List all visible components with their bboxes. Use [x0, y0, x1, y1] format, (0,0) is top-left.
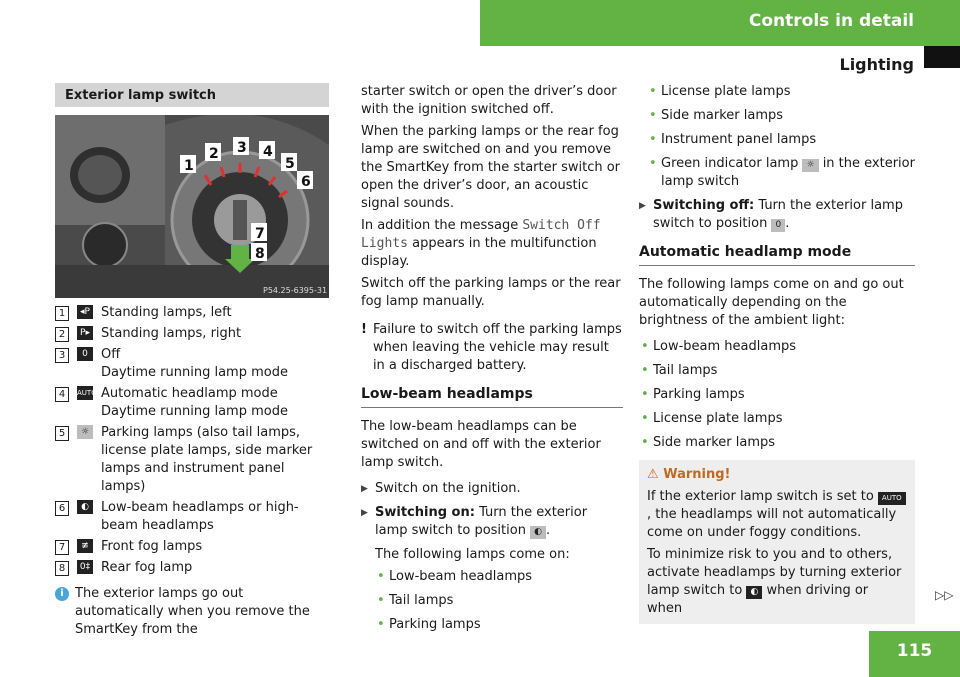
legend-text: Front fog lamps [101, 539, 203, 554]
paragraph [647, 488, 907, 542]
list-item: • Parking lamps [375, 616, 623, 634]
photo-callout-1: 1 [184, 158, 194, 174]
standing-lamp-left-icon: ◂P [77, 305, 93, 319]
photo-callout-5: 5 [285, 156, 295, 172]
legend-text [101, 346, 288, 382]
legend-text: Low-beam headlamps or high-beam headlamps [101, 500, 299, 533]
warning-title: Warning! [663, 467, 731, 482]
paragraph: starter switch or open the driver’s door with the ignition switched off. [361, 84, 617, 117]
step [639, 197, 915, 233]
exterior-lamp-switch-heading: Exterior lamp switch [55, 83, 329, 107]
legend-item [55, 385, 329, 421]
legend-number: 3 [55, 348, 69, 363]
list-item [647, 155, 915, 191]
header-tab-marker [924, 46, 960, 68]
legend-line: Automatic headlamp mode [101, 386, 278, 401]
legend-line: Daytime running lamp mode [101, 365, 288, 380]
lamp-switch-photo [55, 115, 329, 298]
auto-icon: AUTO [878, 492, 906, 505]
list-item: • License plate lamps [639, 410, 915, 428]
caution-note [361, 321, 623, 375]
step [361, 504, 623, 540]
subsection-title: Lighting [839, 55, 914, 74]
photo-callout-3: 3 [237, 140, 247, 156]
warning-triangle-icon: ⚠ [647, 467, 664, 482]
parking-lamp-icon: ☼ [802, 159, 818, 172]
legend-number: 8 [55, 561, 69, 576]
text: Turn the exterior lamp switch to position [375, 505, 588, 538]
legend-number: 4 [55, 387, 69, 402]
auto-icon: AUTO [77, 386, 93, 400]
text: Green indicator lamp [661, 156, 803, 171]
low-beam-icon: ◐ [530, 526, 546, 539]
list-item: • Tail lamps [375, 592, 623, 610]
low-beam-icon: ◐ [746, 586, 762, 599]
text: . [545, 523, 551, 538]
auto-headlamp-heading: Automatic headlamp mode [639, 243, 915, 266]
photo-callout-6: 6 [301, 174, 311, 190]
page-number: 115 [869, 631, 960, 677]
legend-number: 1 [55, 306, 69, 321]
text: , the headlamps will not automatically come on under foggy conditions. [647, 507, 897, 540]
display-message: Switch Off Lights [361, 218, 601, 251]
photo-callout-4: 4 [263, 144, 273, 160]
following-block [361, 546, 623, 634]
paragraph [647, 546, 907, 618]
warning-header [647, 466, 907, 484]
text: when driving or when [647, 583, 869, 616]
info-note [55, 585, 329, 639]
parking-lamp-icon: ☼ [77, 425, 93, 439]
legend-text: Parking lamps (also tail lamps, license plate lamps, side marker lamps and instrument panel lamps) [101, 425, 313, 494]
legend-item [55, 424, 329, 496]
photo-callout-2: 2 [209, 146, 219, 162]
paragraph: Switch off the parking lamps or the rear fog lamp manually. [361, 276, 621, 309]
paragraph [361, 217, 623, 271]
photo-code: P54.25-6395-31 [263, 286, 328, 295]
low-beam-heading: Low-beam headlamps [361, 385, 623, 408]
legend-number: 2 [55, 327, 69, 342]
legend-item [55, 499, 329, 535]
text: appears in the multifunction display. [361, 236, 597, 269]
warning-box [639, 460, 915, 624]
middle-column [361, 83, 623, 640]
legend-text: Rear fog lamp [101, 560, 193, 575]
list-item: • Side marker lamps [647, 107, 915, 125]
list-item: • Side marker lamps [639, 434, 915, 452]
text: Turn the exterior lamp switch to position [653, 198, 903, 231]
legend-item [55, 559, 329, 577]
list-item: • License plate lamps [647, 83, 915, 101]
photo-callout-7: 7 [255, 226, 265, 242]
standing-lamp-right-icon: P▸ [77, 326, 93, 340]
list-item: • Low-beam headlamps [639, 338, 915, 356]
caution-text: Failure to switch off the parking lamps when leaving the vehicle may result in a discharged battery. [372, 322, 622, 373]
list-item: • Low-beam headlamps [375, 568, 623, 586]
front-fog-icon: ≢ [77, 539, 93, 553]
text: In addition the message [361, 218, 523, 233]
paragraph: The low-beam headlamps can be switched on and off with the exterior lamp switch. [361, 419, 601, 470]
legend-line: Off [101, 347, 121, 362]
right-column [639, 83, 915, 624]
caution-icon: ! [361, 322, 367, 337]
list-item: • Tail lamps [639, 362, 915, 380]
info-icon: i [55, 587, 69, 601]
off-icon: 0 [771, 219, 785, 232]
info-note-text: The exterior lamps go out automatically when you remove the SmartKey from the [75, 586, 310, 637]
legend-item [55, 325, 329, 343]
low-beam-icon: ◐ [77, 500, 93, 514]
list-item: • Parking lamps [639, 386, 915, 404]
step: ▶ Switch on the ignition. [361, 480, 623, 498]
text: . [785, 216, 790, 231]
legend-item [55, 304, 329, 322]
lamp-switch-illustration [55, 115, 329, 298]
step-bold: Switching on: [375, 505, 475, 520]
legend-item [55, 538, 329, 556]
off-icon: 0 [77, 347, 93, 361]
list-item: • Instrument panel lamps [647, 131, 915, 149]
continue-marker: ▷▷ [935, 588, 954, 602]
legend-number: 5 [55, 426, 69, 441]
paragraph: When the parking lamps or the rear fog lamp are switched on and you remove the SmartKey from the starter switch or open the driver’s door, an acoustic signal sounds. [361, 124, 621, 211]
legend-text: Standing lamps, right [101, 326, 242, 341]
text: To minimize risk to you and to others, activate headlamps by turning exterior lamp switch to [647, 547, 902, 598]
legend-text [101, 385, 288, 421]
photo-callout-8: 8 [255, 246, 265, 262]
step-bold: Switching off: [653, 198, 755, 213]
text: If the exterior lamp switch is set to [647, 489, 878, 504]
legend-number: 6 [55, 501, 69, 516]
paragraph: The following lamps come on and go out automatically depending on the brightness of the ambient light: [639, 277, 904, 328]
legend-number: 7 [55, 540, 69, 555]
rear-fog-icon: 0‡ [77, 560, 93, 574]
left-column [55, 83, 329, 639]
legend-line: Daytime running lamp mode [101, 404, 288, 419]
section-title: Controls in detail [748, 11, 914, 31]
paragraph: The following lamps come on: [375, 547, 570, 562]
legend-list [55, 304, 329, 577]
legend-text: Standing lamps, left [101, 305, 232, 320]
legend-item [55, 346, 329, 382]
text: in the exterior lamp switch [661, 156, 915, 189]
lamp-list-continued [639, 83, 915, 191]
